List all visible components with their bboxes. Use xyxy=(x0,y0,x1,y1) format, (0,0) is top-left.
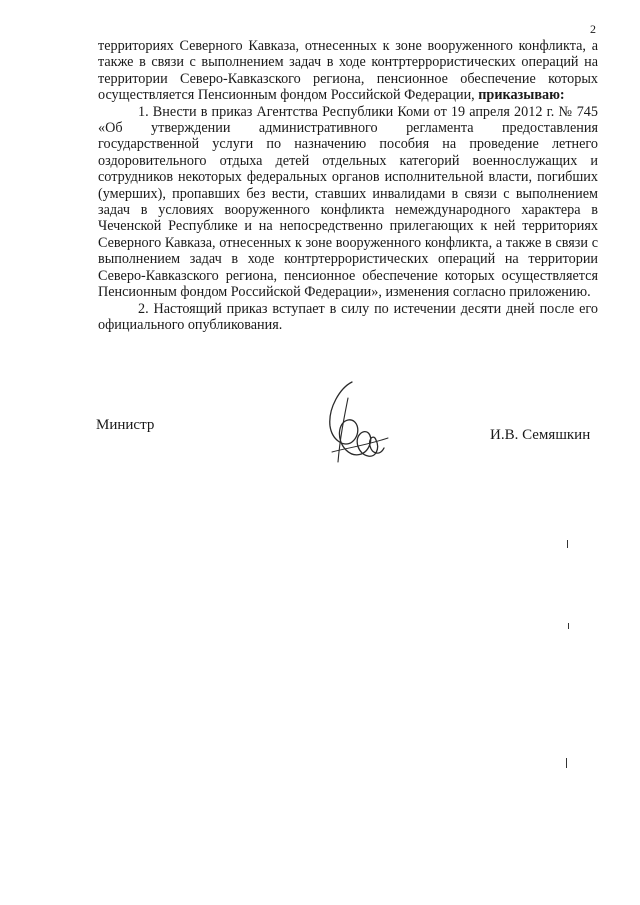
paragraph-item-2: 2. Настоящий приказ вступает в силу по истечении десяти дней после его официального опубликования. xyxy=(98,300,598,333)
paragraph-intro xyxy=(98,38,598,104)
scan-artifact-mark xyxy=(567,540,568,548)
order-keyword: приказываю: xyxy=(478,87,565,104)
scan-artifact-mark xyxy=(566,758,567,768)
scan-artifact-mark xyxy=(568,623,569,629)
page-number: 2 xyxy=(590,22,596,36)
paragraph-item-1: 1. Внести в приказ Агентства Республики Коми от 19 апреля 2012 г. № 745 «Об утверждении административного регламента предоставления государственной услуги по назначению пособия на проведение летнего оздоровительного отдыха детей отдельных категорий военнослужащих и сотрудников некоторых федеральных органов исполнительной власти, погибших (умерших), пропавших без вести, ставших инвалидами в связи с выполнением задач в условиях вооруженного конфликта немеждународного характера в Чеченской Республике и на непосредственно прилегающих к ней территориях Северного Кавказа, отнесенных к зоне вооруженного конфликта, а также в связи с выполнением задач в ходе контртеррористических операций на территории Северо-Кавказского региона, пенсионное обеспечение которых осуществляется Пенсионным фондом Российской Федерации», изменения согласно приложению. xyxy=(98,103,598,301)
handwritten-signature xyxy=(318,378,394,470)
signer-name: И.В. Семяшкин xyxy=(490,427,591,443)
position-title: Министр xyxy=(96,417,155,433)
document-body xyxy=(98,38,598,333)
intro-text: территориях Северного Кавказа, отнесенных к зоне вооруженного конфликта, а также в связи с выполнением задач в ходе контртеррористических операций на территории Северо-Кавказского региона, пенсионное обеспечение которых осуществляется Пенсионным фондом Российской Федерации, xyxy=(98,38,598,104)
